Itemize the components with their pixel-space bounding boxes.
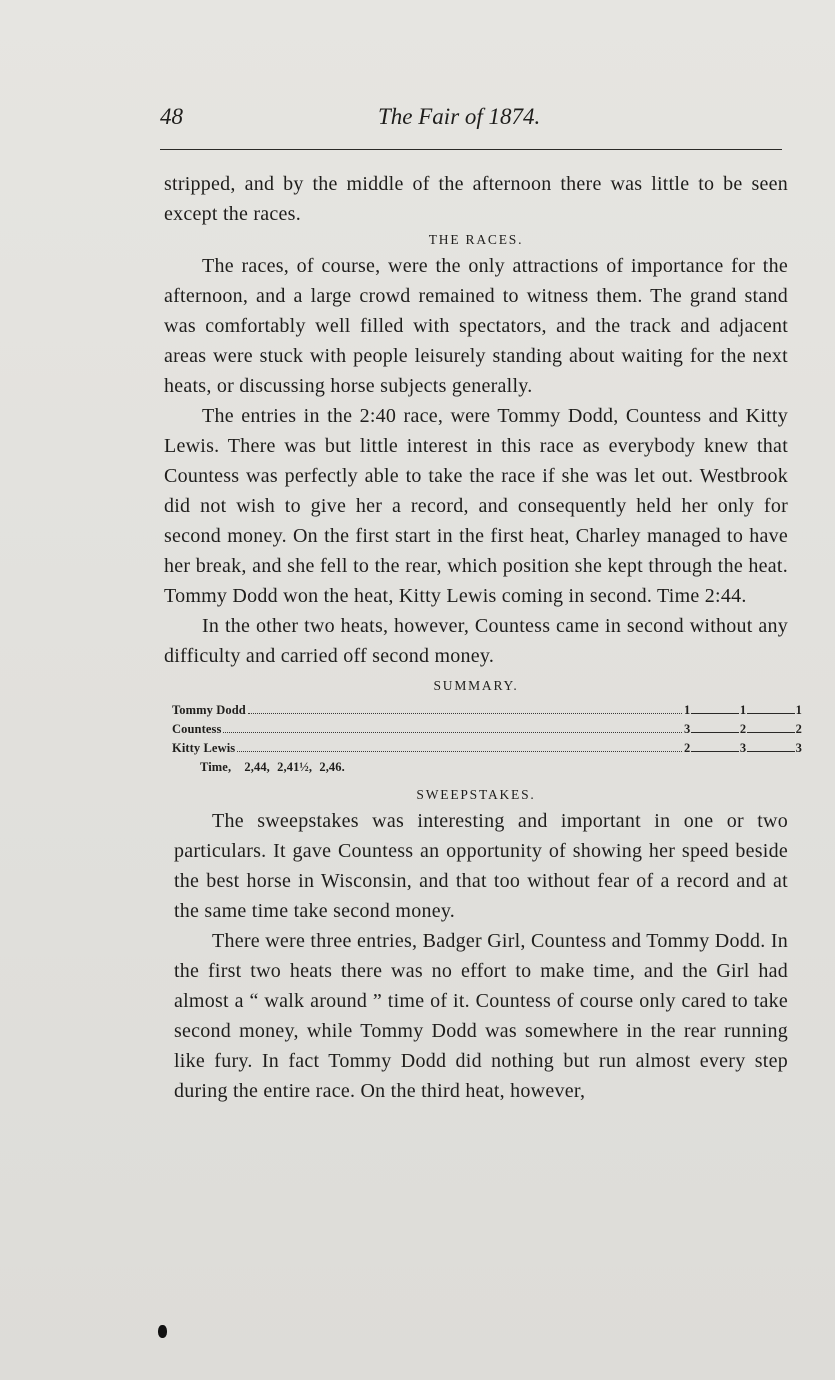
running-title: The Fair of 1874. bbox=[378, 104, 541, 129]
paragraph: There were three entries, Badger Girl, Countess and Tommy Dodd. In the first two heats there was no effort to make time, and the Girl had almost a “ walk around ” time of it. Countess of course only cared to take second money, while Tommy Dodd was somewhere in the rear running like fury. In fact Tommy Dodd did nothing but run almost every step during the entire race. On the third heat, however, bbox=[174, 930, 788, 1102]
horse-name: Tommy Dodd bbox=[172, 703, 246, 717]
dash bbox=[691, 731, 738, 733]
summary-row bbox=[172, 701, 803, 720]
heat-place: 2 bbox=[684, 741, 691, 755]
ink-blot bbox=[158, 1325, 167, 1338]
heat-place: 1 bbox=[739, 703, 747, 717]
heat-place: 3 bbox=[739, 741, 747, 755]
heat-place: 2 bbox=[739, 722, 747, 736]
page-body bbox=[164, 169, 803, 1106]
time-label: Time, bbox=[200, 760, 232, 774]
paragraph: The entries in the 2:40 race, were Tommy Dodd, Countess and Kitty Lewis. There was but little interest in this race as everybody knew that Countess was perfectly able to take the race if she was let out. Westbrook did not wish to give her a record, and consequently held her only for second money. On the first start in the first heat, Charley managed to have her break, and she fell to the rear, which position she kept through the heat. Tommy Dodd won the heat, Kitty Lewis coming in second. Time 2:44. bbox=[164, 405, 788, 607]
page-number: 48 bbox=[160, 104, 183, 129]
heat-place: 1 bbox=[684, 703, 691, 717]
dash bbox=[747, 750, 794, 752]
section-heading-summary: SUMMARY. bbox=[433, 678, 519, 693]
heat-results bbox=[684, 739, 802, 758]
heat-place: 2 bbox=[795, 722, 803, 736]
paragraph: In the other two heats, however, Countess came in second without any difficulty and carried off second money. bbox=[164, 615, 788, 667]
heat-results bbox=[684, 720, 802, 739]
paragraph: The races, of course, were the only attractions of importance for the afternoon, and a large crowd remained to witness them. The grand stand was comfortably well filled with spectators, and the track and adjacent areas were stuck with people leisurely standing about waiting for the next heats, or discussing horse subjects generally. bbox=[164, 255, 788, 397]
page-header bbox=[160, 104, 782, 138]
heat-time: 2,44, bbox=[244, 760, 270, 774]
dash bbox=[747, 731, 794, 733]
horse-name: Kitty Lewis bbox=[172, 741, 236, 755]
heat-place: 3 bbox=[795, 741, 803, 755]
heat-place: 1 bbox=[795, 703, 803, 717]
dot-leader bbox=[223, 731, 682, 733]
heat-results bbox=[684, 701, 802, 720]
heat-time: 2,46. bbox=[319, 760, 345, 774]
section-heading-sweepstakes: SWEEPSTAKES. bbox=[416, 787, 536, 802]
paragraph: stripped, and by the middle of the afternoon there was little to be seen except the races. bbox=[164, 173, 788, 225]
race-summary-table bbox=[164, 701, 803, 778]
summary-times bbox=[200, 758, 788, 778]
section-heading-races: THE RACES. bbox=[428, 232, 524, 247]
paragraph: The sweepstakes was interesting and important in one or two particulars. It gave Countess an opportunity of showing her speed beside the best horse in Wisconsin, and that too without fear of a record and at the same time take second money. bbox=[174, 810, 788, 922]
dot-leader bbox=[248, 712, 682, 714]
dash bbox=[691, 712, 738, 714]
heat-place: 3 bbox=[684, 722, 691, 736]
heat-time: 2,41½, bbox=[277, 760, 313, 774]
dash bbox=[691, 750, 738, 752]
header-rule bbox=[160, 149, 782, 150]
summary-row bbox=[172, 739, 803, 758]
dot-leader bbox=[237, 750, 682, 752]
horse-name: Countess bbox=[172, 722, 222, 736]
dash bbox=[747, 712, 794, 714]
summary-row bbox=[172, 720, 803, 739]
